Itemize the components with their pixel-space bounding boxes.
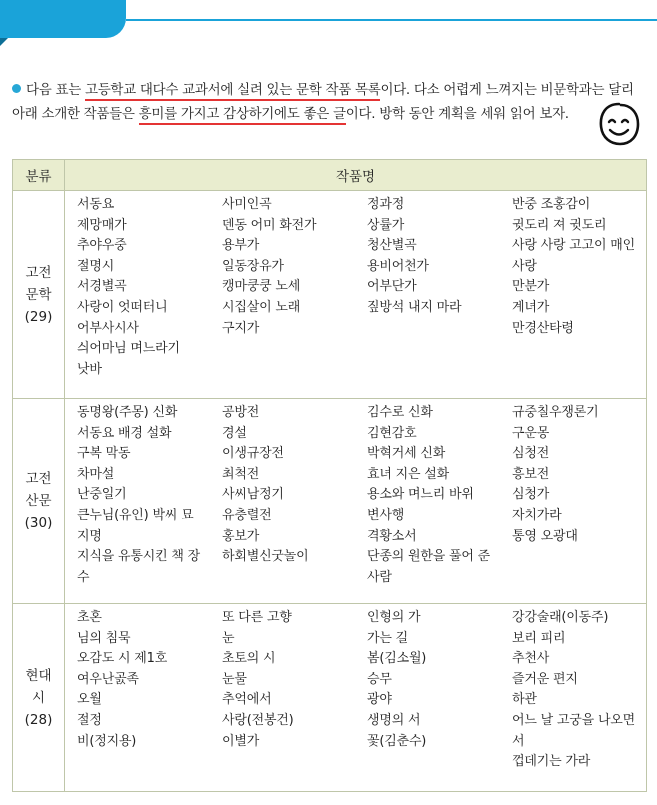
- list-item: 봄(김소월): [367, 651, 427, 667]
- list-item: 캥마쿵쿵 노세: [222, 279, 301, 295]
- list-item: 추천사: [512, 651, 550, 667]
- category-count: (29): [24, 308, 53, 325]
- works-column: [65, 608, 210, 773]
- literature-table: [12, 159, 647, 792]
- list-item: 오월: [77, 692, 102, 708]
- list-item: 유충렬전: [222, 507, 272, 523]
- list-item: 절정: [77, 712, 102, 728]
- list-item: 광야: [367, 692, 392, 708]
- list-item: 수: [77, 569, 90, 585]
- list-item: 또 다른 고향: [222, 610, 292, 625]
- list-item: 비(정지용): [77, 733, 137, 749]
- list-item: 난중일기: [77, 487, 127, 503]
- table-row: [13, 604, 647, 792]
- category-count: (28): [24, 711, 53, 728]
- list-item: 서: [512, 733, 525, 749]
- list-item: 덴동 어미 화전가: [222, 217, 317, 233]
- category-label: 시: [31, 689, 46, 706]
- list-item: 오감도 시 제1호: [77, 651, 168, 667]
- list-item: 심청전: [512, 446, 550, 462]
- list-item: 보리 피리: [512, 630, 566, 646]
- intro-text-1: 다음 표는: [26, 82, 85, 98]
- category-count: (30): [24, 515, 53, 531]
- works-column: [355, 403, 500, 588]
- list-item: 어느 날 고궁을 나오면: [512, 712, 636, 728]
- list-item: 차마설: [77, 466, 115, 482]
- works-column: [500, 195, 645, 380]
- list-item: 눈: [222, 630, 235, 646]
- header-works: 작품명: [65, 160, 647, 191]
- list-item: 최척전: [222, 466, 260, 482]
- list-item: 귓도리 져 귓도리: [512, 217, 607, 233]
- list-item: 꽃(김춘수): [367, 733, 427, 749]
- works-column: [355, 608, 500, 773]
- list-item: 박혁거세 신화: [367, 446, 446, 462]
- list-item: 즐거운 편지: [512, 671, 578, 687]
- category-label: 현대: [25, 667, 52, 684]
- list-item: 인형의 가: [367, 610, 421, 625]
- works-cell: [65, 604, 647, 792]
- list-item: 상률가: [367, 217, 405, 233]
- list-item: 어부단가: [367, 279, 417, 295]
- header-category: 분류: [13, 160, 65, 191]
- category-label: 산문: [25, 493, 52, 509]
- list-item: 낫바: [77, 361, 102, 377]
- list-item: 제망매가: [77, 217, 127, 233]
- list-item: 사람: [367, 569, 392, 585]
- list-item: 용비어천가: [367, 258, 429, 274]
- list-item: 사랑 사랑 고고이 매인: [512, 238, 636, 254]
- works-cell: [65, 399, 647, 604]
- list-item: 생명의 서: [367, 712, 421, 728]
- section-tab: [0, 0, 126, 38]
- list-item: 추야우중: [77, 238, 127, 254]
- list-item: 계녀가: [512, 299, 550, 315]
- list-item: 하관: [512, 692, 537, 708]
- works-column: [65, 403, 210, 588]
- category-cell: [13, 191, 65, 399]
- list-item: 가는 길: [367, 630, 409, 646]
- table-row: [13, 191, 647, 399]
- tab-fold-corner: [0, 38, 8, 46]
- list-item: 경설: [222, 425, 247, 441]
- list-item: 여우난곬족: [77, 671, 139, 687]
- list-item: 지명: [77, 528, 102, 544]
- list-item: 정과정: [367, 197, 405, 212]
- list-item: 눈물: [222, 671, 247, 687]
- list-item: 서경별곡: [77, 279, 127, 295]
- header-rule: [126, 19, 657, 21]
- list-item: 반중 조홍감이: [512, 197, 591, 212]
- list-item: 사미인곡: [222, 197, 272, 212]
- list-item: 서동요 배경 설화: [77, 425, 172, 441]
- list-item: 시집살이 노래: [222, 299, 301, 315]
- list-item: 용소와 며느리 바위: [367, 487, 474, 503]
- category-label: 고전: [25, 471, 52, 487]
- list-item: 초혼: [77, 610, 102, 625]
- list-item: 싀어마님 며느라기: [77, 341, 180, 357]
- list-item: 하회별신굿놀이: [222, 549, 309, 565]
- list-item: 동명왕(주몽) 신화: [77, 405, 178, 420]
- bullet-icon: [12, 84, 21, 93]
- list-item: 초토의 시: [222, 651, 276, 667]
- list-item: 만분가: [512, 279, 550, 295]
- list-item: 구운몽: [512, 425, 550, 441]
- list-item: 짚방석 내지 마라: [367, 299, 462, 315]
- intro-text-3: 이다. 방학 동안 계획을 세워 읽어 보자.: [345, 106, 569, 122]
- works-column: [500, 608, 645, 773]
- intro-underline-1: 고등학교 대다수 교과서에 실려 있는 문학 작품 목록: [85, 82, 381, 101]
- smiley-face-icon: [596, 101, 642, 147]
- list-item: 공방전: [222, 405, 260, 420]
- table-header-row: [13, 160, 647, 191]
- works-column: [65, 195, 210, 380]
- list-item: 효녀 지은 설화: [367, 466, 450, 482]
- list-item: 절명시: [77, 258, 115, 274]
- works-column: [210, 403, 355, 588]
- works-column: [500, 403, 645, 588]
- list-item: 님의 침묵: [77, 630, 131, 646]
- list-item: 청산별곡: [367, 238, 417, 254]
- list-item: 지식을 유통시킨 책 장: [77, 549, 201, 565]
- category-label: 고전: [25, 264, 52, 281]
- list-item: 격황소서: [367, 528, 417, 544]
- list-item: 이생규장전: [222, 446, 284, 462]
- list-item: 강강술래(이동주): [512, 610, 609, 625]
- list-item: 흥보전: [512, 466, 550, 482]
- list-item: 추억에서: [222, 692, 272, 708]
- list-item: 용부가: [222, 238, 260, 254]
- list-item: 김수로 신화: [367, 405, 433, 420]
- intro-text-2: 이다. 다소 어렵게 느껴지는 비문학과는 달리 아래 소개한 작품들은: [12, 82, 634, 122]
- list-item: 어부사시사: [77, 320, 139, 336]
- category-cell: [13, 604, 65, 792]
- intro-underline-2: 흥미를 가지고 감상하기에도 좋은 글: [139, 106, 346, 125]
- list-item: 사랑이 엇떠터니: [77, 299, 168, 315]
- category-cell: [13, 399, 65, 604]
- works-column: [355, 195, 500, 380]
- list-item: 만경산타령: [512, 320, 574, 336]
- table-row: [13, 399, 647, 604]
- list-item: 심청가: [512, 487, 550, 503]
- works-cell: [65, 191, 647, 399]
- list-item: 자치가라: [512, 507, 562, 523]
- list-item: 구지가: [222, 320, 260, 336]
- list-item: 승무: [367, 671, 392, 687]
- list-item: 사씨남정기: [222, 487, 284, 503]
- list-item: 김현감호: [367, 425, 417, 441]
- list-item: 통영 오광대: [512, 528, 578, 544]
- list-item: 단종의 원한을 풀어 준: [367, 549, 491, 565]
- list-item: 껍데기는 가라: [512, 754, 591, 770]
- category-label: 문학: [25, 286, 52, 303]
- works-column: [210, 608, 355, 773]
- list-item: 규중칠우쟁론기: [512, 405, 599, 420]
- list-item: 이별가: [222, 733, 260, 749]
- list-item: 변사행: [367, 507, 405, 523]
- list-item: 사랑: [512, 258, 537, 274]
- list-item: 홍보가: [222, 528, 260, 544]
- list-item: 일동장유가: [222, 258, 284, 274]
- works-column: [210, 195, 355, 380]
- list-item: 서동요: [77, 197, 115, 212]
- list-item: 사랑(전봉건): [222, 712, 294, 728]
- list-item: 큰누님(유인) 박씨 묘: [77, 507, 194, 523]
- intro-paragraph: [12, 78, 646, 126]
- list-item: 구복 막동: [77, 446, 131, 462]
